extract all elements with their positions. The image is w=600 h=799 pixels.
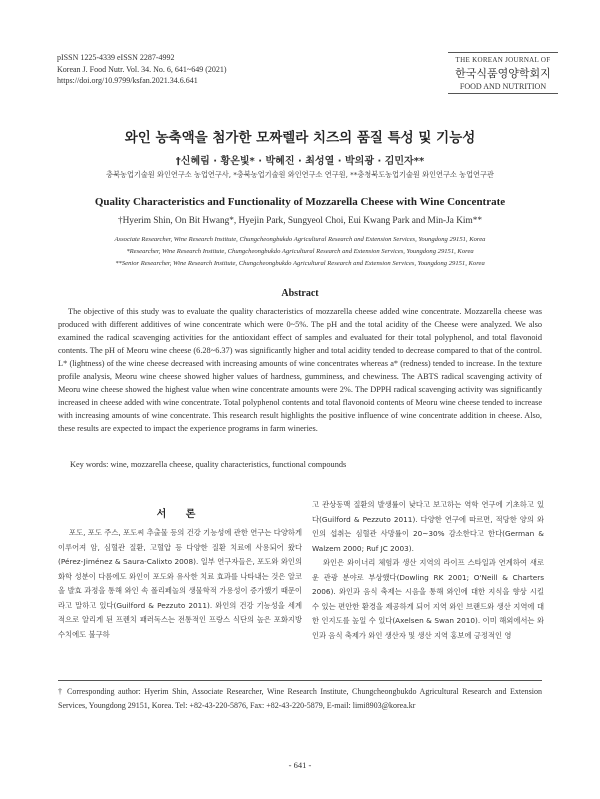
affiliation-english-2: *Researcher, Wine Research Institute, Chungcheongbukdo Agricultural Research and Extension Services, Youngdong 29151, Korea xyxy=(126,248,474,255)
page-number: - 641 - xyxy=(288,760,312,770)
affiliation-english-1: Associate Researcher, Wine Research Institute, Chungcheongbukdo Agricultural Research and Extension Services, Youngdong 29151, Korea xyxy=(114,236,486,243)
citation-line: Korean J. Food Nutr. Vol. 34. No. 6, 641~649 (2021) xyxy=(57,64,227,74)
journal-name-korean: 한국식품영양학회지 xyxy=(455,67,551,80)
affiliation-korean: 충북농업기술원 와인연구소 농업연구사, *충북농업기술원 와인연구소 연구원, **충청북도농업기술원 와인연구소 농업연구관 xyxy=(106,170,494,179)
left-column xyxy=(58,526,302,642)
keywords: Key words: wine, mozzarella cheese, quality characteristics, functional compounds xyxy=(70,460,347,469)
journal-name-bottom: FOOD AND NUTRITION xyxy=(459,82,547,91)
footnote-divider xyxy=(58,680,542,681)
abstract-heading: Abstract xyxy=(281,288,319,299)
issn-line: pISSN 1225-4339 eISSN 2287-4992 xyxy=(57,53,175,62)
intro-paragraph-continued: 고 관상동맥 질환의 발생률이 낮다고 보고하는 역학 연구에 기초하고 있다(Guilford & Pezzuto 2011). 다양한 연구에 따르면, 적당한 양의 와인의 섭취는 심혈관 사망률이 20~30% 감소한다고 한다(German & Walzem 2000; Ruf JC 2003). xyxy=(312,500,544,553)
intro-paragraph-2: 와인은 와이너리 체험과 생산 지역의 라이프 스타일과 연계하여 새로운 관광 분야로 부상했다(Dowling RK 2001; O'Neill & Charters 2006). 와인과 음식 축제는 시음을 통해 와인에 대한 지식을 향상 시킬 수 있는 편안한 환경을 제공하게 되어 지역 와인 브랜드와 생산 지역에 대한 인지도를 높일 수 있다(Axelsen & Swan 2010). 이미 해외에서는 와인과 음식 축제가 와인 생산자 및 생산 지역 홍보에 긍정적인 영 xyxy=(312,558,544,640)
authors-korean: †신혜림 · 황온빛* · 박혜진 · 최성열 · 박의광 · 김민자** xyxy=(175,156,425,167)
section-heading-introduction: 서 론 xyxy=(156,509,204,520)
journal-name-top: THE KOREAN JOURNAL OF xyxy=(455,56,551,64)
citation-header xyxy=(57,52,227,87)
abstract-body: The objective of this study was to evaluate the quality characteristics of mozzarella cheese added wine concentrate. Mozzarella cheese was produced with different additives of wine concentrate which were 0~5%. The pH and the total acidity of the Cheese were analyzed. We also examined the radical scavenging activities for the antioxidant effect of samples and evaluated for their total polyphenol, and total flavonoid contents. The pH of Meoru wine cheese (6.28~6.37) was significantly higher and total acidity tended to decrease compared to that of the control. L* (lightness) of the wine cheese decreased with increasing amounts of wine concentrates whereas a* (redness) tended to increase. In the texture profile analysis, Meoru wine cheese showed higher values of hardness, gumminess, and chewiness. The ABTS radical scavenging activity of Meoru wine cheese showed the highest value when wine concentrate amounts were 2%. The DPPH radical scavenging activity was significantly increased in cheese added with wine concentrate. Total polyphenol contents and total flavonoid contents of Meoru wine cheese tended to increase with increasing amounts of wine concentrate. This research result highlights the positive influence of wine concentrate addition in cheese. Also, these results are expected to impact the experience programs in farm wineries. xyxy=(58,307,542,433)
affiliation-english-3: **Senior Researcher, Wine Research Institute, Chungcheongbukdo Agricultural Research and Extension Services, Youngdong 29151, Korea xyxy=(115,260,485,267)
intro-paragraph-1: 포도, 포도 주스, 포도씨 추출물 등의 건강 기능성에 관한 연구는 다양하게 이루어져 암, 심혈관 질환, 고혈압 등 다양한 질환 치료에 사용되어 왔다(Pérez-Jiménez & Saura-Calixto 2008). 일부 연구자들은, 포도와 와인의 화학 성분이 다름에도 와인이 포도와 유사한 치료 효과를 나타내는 것은 알코올 발효 과정을 통해 와인 속 폴리페놀의 생물학적 가용성이 증가했기 때문이라고 말하고 있다(Guilford & Pezzuto 2011). 와인의 건강 기능성을 세계적으로 알리게 된 프렌치 패러독스는 전통적인 프랑스 식단의 높은 포화지방 수치에도 불구하 xyxy=(58,528,302,639)
title-english: Quality Characteristics and Functionality of Mozzarella Cheese with Wine Concentrate xyxy=(94,196,506,208)
authors-english: †Hyerim Shin, On Bit Hwang*, Hyejin Park, Sungyeol Choi, Eui Kwang Park and Min-Ja Kim** xyxy=(117,216,483,226)
journal-logo xyxy=(448,52,558,94)
corresponding-author-footnote: † Corresponding author: Hyerim Shin, Associate Researcher, Wine Research Institute, Chungcheongbukdo Agricultural Research and Extension Services, Youngdong 29151, Korea. Tel: +82-43-220-5876, Fax: +82-43-220-5879, E-mail: limi8903@korea.kr xyxy=(58,687,542,710)
title-korean: 와인 농축액을 첨가한 모짜렐라 치즈의 품질 특성 및 기능성 xyxy=(124,130,476,146)
right-column xyxy=(312,498,544,643)
doi-link[interactable]: https://doi.org/10.9799/ksfan.2021.34.6.641 xyxy=(57,76,198,85)
